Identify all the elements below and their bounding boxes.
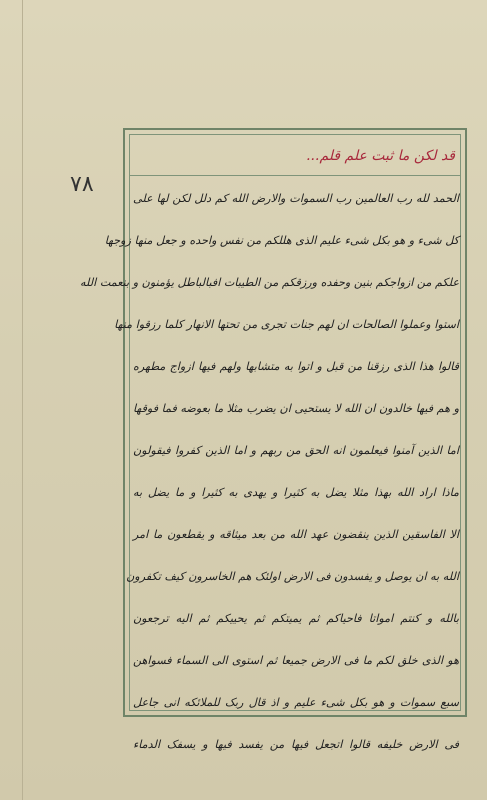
text-block	[80, 178, 459, 766]
heading-divider	[129, 175, 461, 176]
text-line: علکم من ازواجکم بنین وحفده ورزقکم من الطیبات افبالباطل یؤمنون و بنعمت الله	[80, 276, 459, 289]
text-line: و هم فیها خالدون ان الله لا یستحیی ان یضرب مثلا ما بعوضه فما فوقها	[133, 402, 459, 415]
text-line: ماذا اراد الله بهذا مثلا یضل به کثیرا و یهدی به کثیرا و ما یضل به	[133, 486, 459, 499]
text-line: اما الذین آمنوا فیعلمون انه الحق من ربهم و اما الذین کفروا فیقولون	[133, 444, 459, 457]
text-line: الا الفاسقین الذین ینقضون عهد الله من بعد میثاقه و یقطعون ما امر	[133, 528, 459, 541]
text-line: الله به ان یوصل و یفسدون فی الارض اولئک هم الخاسرون کیف تکفرون	[126, 570, 459, 583]
rubric-heading: قد لکن ما ثبت علم قلم...	[306, 148, 455, 164]
text-line: قالوا هذا الذی رزقنا من قبل و اتوا به متشابها ولهم فیها ازواج مطهره	[133, 360, 459, 373]
text-line: فی الارض خلیفه قالوا اتجعل فیها من یفسد فیها و یسفک الدماء	[133, 738, 459, 751]
text-line: هو الذی خلق لکم ما فی الارض جمیعا ثم استوی الی السماء فسواهن	[133, 654, 459, 667]
gutter-line	[22, 0, 23, 800]
text-line: الحمد لله رب العالمین رب السموات والارض الله کم دلل لکن لها علی	[133, 192, 459, 205]
text-line: کل شیء و هو بکل شیء علیم الذی هللکم من نفس واحده و جعل منها زوجها	[104, 234, 459, 247]
text-line: بالله و کنتم امواتا فاحیاکم ثم یمیتکم ثم یحییکم ثم الیه ترجعون	[133, 612, 459, 625]
text-line: استوا وعملوا الصالحات ان لهم جنات تجری من تحتها الانهار کلما رزقوا منها	[114, 318, 459, 331]
page-number: ۷۸	[70, 172, 94, 197]
text-line: سبع سموات و هو بکل شیء علیم و اذ قال ربک للملائکه انی جاعل	[133, 696, 459, 709]
